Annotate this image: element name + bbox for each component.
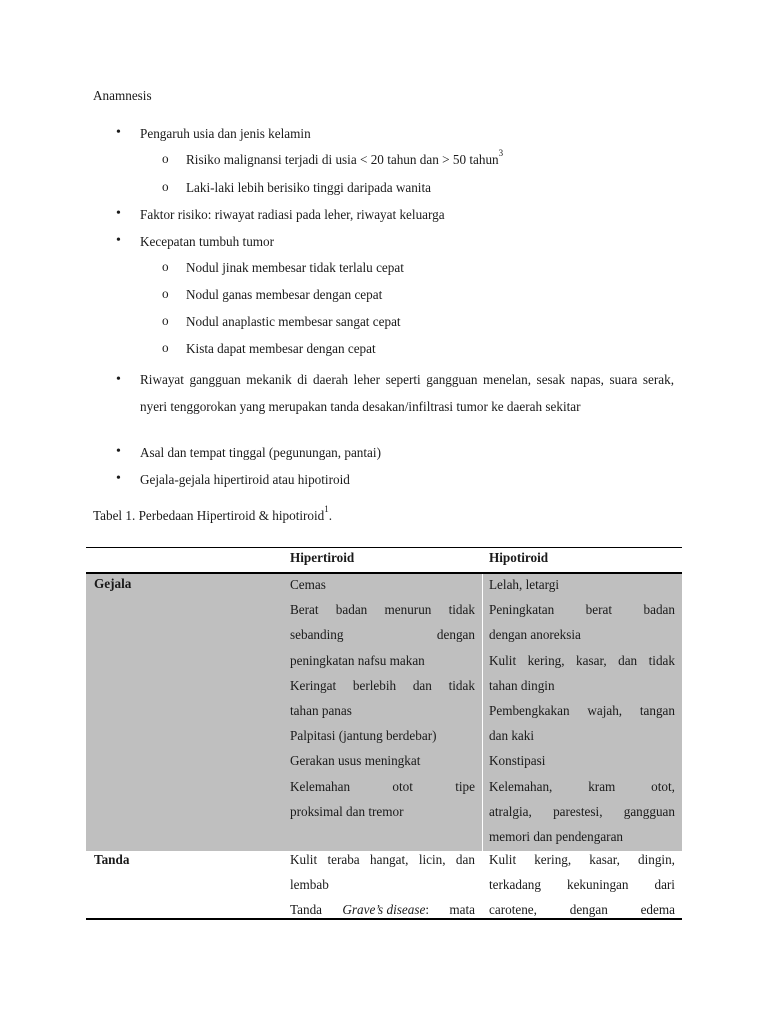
word: tidak: [648, 652, 675, 668]
cell-line: Cemas: [290, 577, 326, 592]
table-top-rule: [86, 547, 682, 548]
sub-bullet-item: o Laki-laki lebih berisiko tinggi daripada wanita: [186, 180, 431, 196]
word: dan: [455, 852, 475, 867]
cell-line: memori dan pendengaran: [489, 828, 624, 844]
sub-bullet-item: o Nodul ganas membesar dengan cepat: [186, 287, 382, 303]
word: tidak: [448, 602, 475, 618]
word: otot,: [651, 778, 675, 794]
word: Kulit: [489, 852, 517, 867]
cell-line: lembab: [290, 877, 329, 893]
word: teraba: [327, 852, 360, 867]
word: kering,: [527, 652, 565, 668]
word: gangguan: [623, 803, 675, 819]
word: badan: [335, 602, 368, 618]
word: :: [425, 902, 429, 918]
word: parestesi,: [553, 803, 603, 819]
word: Pembengkakan: [489, 702, 570, 718]
cell-line: [290, 897, 475, 920]
word: [342, 897, 429, 920]
caption-text: Tabel 1. Perbedaan Hipertiroid & hipotiroid: [93, 508, 325, 523]
section-heading: Anamnesis: [93, 88, 152, 103]
word: Kulit: [489, 652, 517, 668]
bullet-paragraph: • Riwayat gangguan mekanik di daerah leher seperti gangguan menelan, sesak napas, suara serak, nyeri tenggorokan yang merupakan tanda desakan/infiltrasi tumor ke daerah sekitar: [140, 367, 674, 420]
cell-line: Lelah, letargi: [489, 577, 560, 592]
word: Peningkatan: [489, 602, 555, 618]
word: dengan: [436, 627, 475, 643]
italic-term: Grave’s disease: [342, 902, 426, 918]
table-caption: [93, 504, 333, 524]
word: edema: [640, 902, 675, 918]
bullet-item: • Gejala-gejala hipertiroid atau hipotiroid: [140, 472, 350, 488]
word: dan: [412, 677, 432, 693]
word: otot: [392, 778, 413, 794]
word: kram: [588, 778, 616, 794]
word: dan: [618, 652, 638, 668]
tanda-hipertiroid-cell: [290, 847, 475, 920]
cell-line: proksimal dan tremor: [290, 803, 404, 819]
cell-line: [489, 897, 675, 920]
bullet-item: • Asal dan tempat tinggal (pegunungan, pantai): [140, 445, 381, 461]
cell-line: [489, 698, 675, 723]
cell-line: Konstipasi: [489, 753, 546, 769]
cell-line: [290, 847, 475, 872]
word: sebanding: [290, 627, 344, 643]
cell-line: [290, 597, 475, 622]
cell-line: [489, 597, 675, 622]
word: atralgia,: [489, 803, 532, 819]
cell-line: Gerakan usus meningkat: [290, 753, 421, 769]
bullet-item: • Pengaruh usia dan jenis kelamin: [140, 126, 311, 142]
cell-line: [290, 622, 475, 647]
word: carotene,: [489, 902, 537, 918]
column-separator: [482, 574, 483, 851]
word: kekuningan: [566, 877, 629, 893]
word: Keringat: [290, 677, 337, 693]
citation-ref: 3: [498, 148, 504, 158]
row-label-gejala: Gejala: [94, 576, 132, 591]
word: badan: [643, 602, 675, 618]
cell-line: [290, 673, 475, 698]
cell-line: [489, 799, 675, 824]
word: dingin,: [637, 852, 675, 867]
word: mata: [449, 902, 475, 918]
sub-bullet-item: o Nodul jinak membesar tidak terlalu cepat: [186, 260, 404, 276]
word: menurun: [384, 602, 432, 618]
word: tangan: [639, 702, 675, 718]
word: licin,: [418, 852, 446, 867]
cell-line: [489, 774, 675, 799]
sub-bullet-item: o Nodul anaplastic membesar sangat cepat: [186, 314, 401, 330]
cell-line: tahan dingin: [489, 677, 555, 693]
cell-line: peningkatan nafsu makan: [290, 652, 425, 668]
sub-bullet-item: [186, 148, 504, 168]
cell-line: [489, 872, 675, 897]
cell-line: dengan anoreksia: [489, 627, 581, 643]
word: kering,: [534, 852, 572, 867]
comparison-table: [86, 547, 682, 920]
word: berlebih: [352, 677, 397, 693]
cell-line: [489, 648, 675, 673]
gejala-hipertiroid-cell: [290, 572, 475, 824]
word: dengan: [569, 902, 608, 918]
sub-bullet-item: o Kista dapat membesar dengan cepat: [186, 341, 376, 357]
word: berat: [585, 602, 613, 618]
word: Tanda: [290, 902, 323, 918]
word: hangat,: [370, 852, 409, 867]
bullet-item: • Faktor risiko: riwayat radiasi pada leher, riwayat keluarga: [140, 207, 445, 223]
cell-line: [290, 774, 475, 799]
word: wajah,: [587, 702, 623, 718]
word: kasar,: [576, 652, 607, 668]
cell-line: Palpitasi (jantung berdebar): [290, 728, 437, 744]
word: tidak: [448, 677, 475, 693]
caption-tail: .: [328, 508, 333, 523]
row-label-tanda: Tanda: [94, 852, 130, 867]
bullet-item: • Kecepatan tumbuh tumor: [140, 234, 274, 250]
cell-line: tahan panas: [290, 702, 352, 718]
word: kasar,: [589, 852, 620, 867]
tanda-hipotiroid-cell: [489, 847, 675, 920]
word: Kelemahan: [290, 778, 351, 794]
word: Kelemahan,: [489, 778, 553, 794]
cell-line: dan kaki: [489, 728, 535, 744]
word: tipe: [455, 778, 475, 794]
word: terkadang: [489, 877, 541, 893]
cell-line: [489, 847, 675, 872]
bullet-text: Risiko malignansi terjadi di usia < 20 tahun dan > 50 tahun: [186, 152, 499, 167]
word: Kulit: [290, 852, 318, 867]
word: Berat: [290, 602, 319, 618]
header-hipotiroid: Hipotiroid: [489, 550, 549, 565]
header-hipertiroid: Hipertiroid: [290, 550, 355, 565]
gejala-hipotiroid-cell: [489, 572, 675, 849]
word: dari: [654, 877, 675, 893]
citation-ref: 1: [324, 504, 329, 514]
